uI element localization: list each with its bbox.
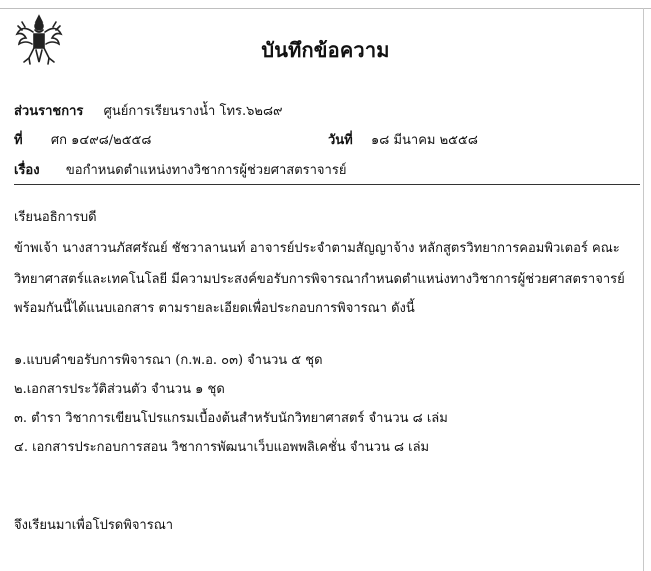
attachment-item-2: ๒.เอกสารประวัติส่วนตัว จำนวน ๑ ชุด	[14, 382, 225, 397]
reference-label: ที่	[14, 133, 23, 148]
date-row	[328, 129, 478, 150]
attachment-item-1: ๑.แบบคำขอรับการพิจารณา (ก.พ.อ. ๐๓) จำนวน ๕ ชุด	[14, 353, 323, 368]
attachment-item-3: ๓. ตำรา วิชาการเขียนโปรแกรมเบื้องต้นสำหรับนักวิทยาศาสตร์ จำนวน ๘ เล่ม	[14, 411, 448, 426]
department-row	[14, 100, 283, 121]
paragraph-line-1: ข้าพเจ้า นางสาวนภัสศรัณย์ ชัชวาลานนท์ อาจารย์ประจำตามสัญญาจ้าง หลักสูตรวิทยาการคอมพิวเตอร์ คณะ	[14, 241, 620, 256]
department-value: ศูนย์การเรียนรางน้ำ โทร.๖๒๘๙	[103, 104, 283, 119]
subject-row	[14, 159, 346, 180]
subject-value: ขอกำหนดตำแหน่งทางวิชาการผู้ช่วยศาสตราจารย์	[65, 163, 347, 178]
attachment-item-4: ๔. เอกสารประกอบการสอน วิชาการพัฒนาเว็บแอพพลิเคชั่น จำนวน ๘ เล่ม	[14, 440, 430, 455]
paragraph-line-2: วิทยาศาสตร์และเทคโนโลยี มีความประสงค์ขอรับการพิจารณากำหนดตำแหน่งทางวิชาการผู้ช่วยศาสตราจารย์	[14, 272, 625, 287]
page-right-border	[643, 8, 644, 571]
date-label: วันที่	[328, 133, 353, 148]
page-top-border	[0, 8, 651, 9]
salutation: เรียนอธิการบดี	[14, 210, 97, 225]
date-value: ๑๘ มีนาคม ๒๕๕๘	[371, 133, 478, 148]
header-divider	[14, 184, 640, 185]
subject-label: เรื่อง	[14, 163, 40, 178]
department-label: ส่วนราชการ	[14, 104, 84, 119]
memo-title: บันทึกข้อความ	[261, 38, 390, 62]
reference-row	[14, 129, 151, 150]
closing-line: จึงเรียนมาเพื่อโปรดพิจารณา	[14, 518, 174, 533]
paragraph-line-3: พร้อมกันนี้ได้แนบเอกสาร ตามรายละเอียดเพื่อประกอบการพิจารณา ดังนี้	[14, 301, 415, 316]
reference-value: ศก ๑๔๙๘/๒๕๕๘	[50, 133, 152, 148]
